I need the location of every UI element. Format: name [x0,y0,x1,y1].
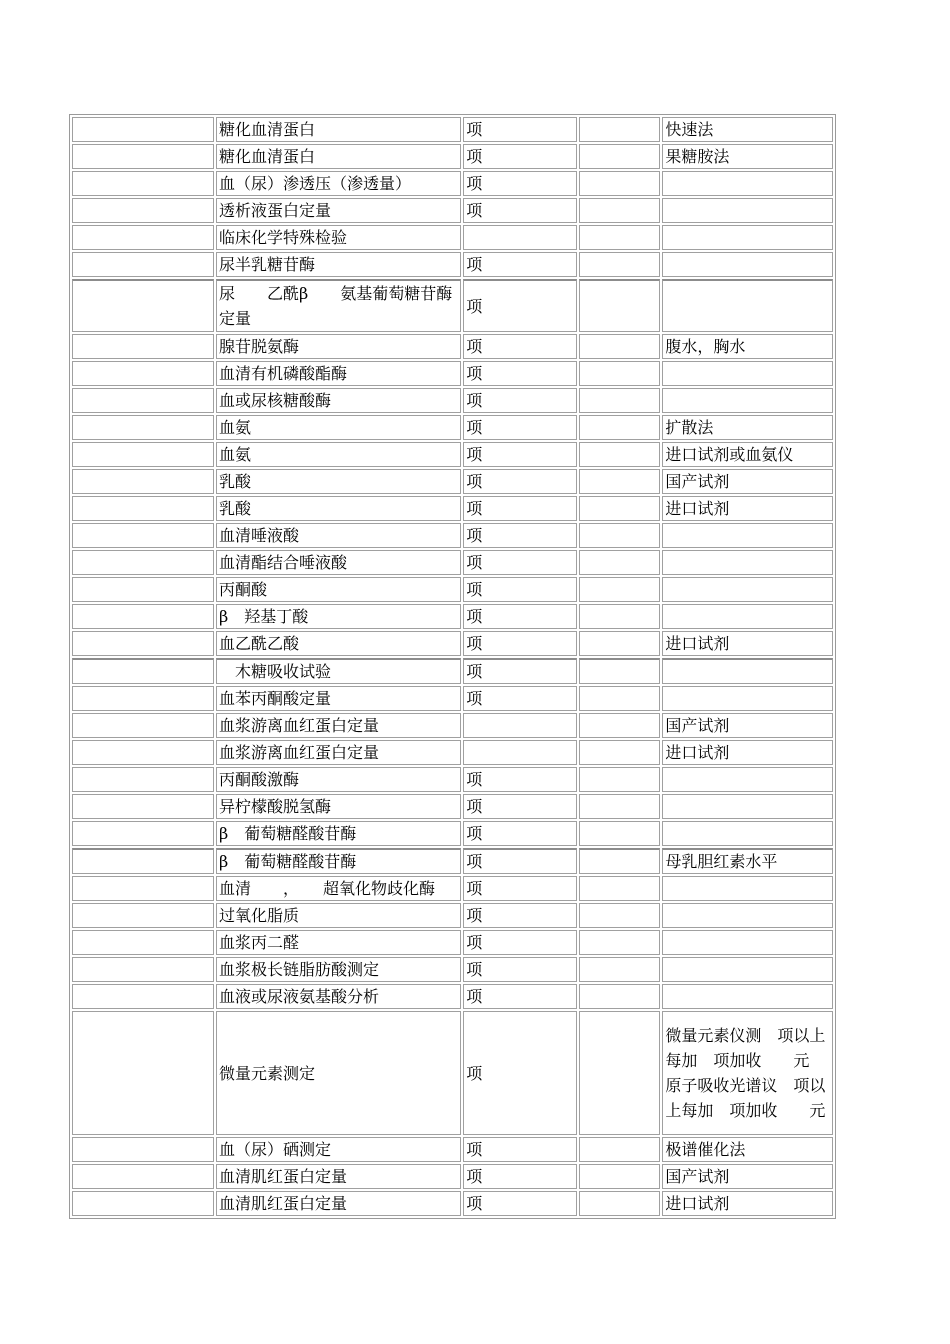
note-cell: 进口试剂或血氨仪 [662,442,833,467]
code-cell [72,1164,214,1189]
note-cell [662,821,833,846]
table-row [72,550,833,575]
unit-cell: 项 [463,171,576,196]
note-cell: 微量元素仪测 项以上每加 项加收 元 原子吸收光谱议 项以上每加 项加收 元 [662,1011,833,1135]
note-cell [662,388,833,413]
item-name-cell: 血清肌红蛋白定量 [216,1164,461,1189]
unit-cell: 项 [463,984,576,1009]
item-name-cell: 乳酸 [216,469,461,494]
code-cell [72,821,214,846]
price-cell [579,631,661,656]
code-cell [72,388,214,413]
table-row [72,876,833,901]
table-row [72,171,833,196]
item-name-cell: 血（尿）渗透压（渗透量） [216,171,461,196]
table-row [72,631,833,656]
code-cell [72,442,214,467]
code-cell [72,1137,214,1162]
unit-cell [463,225,576,250]
price-cell [579,361,661,386]
code-cell [72,604,214,629]
item-name-cell: 糖化血清蛋白 [216,144,461,169]
note-cell: 国产试剂 [662,1164,833,1189]
table-row [72,604,833,629]
code-cell [72,1011,214,1135]
item-name-cell: 异柠檬酸脱氢酶 [216,794,461,819]
item-name-cell: 血浆游离血红蛋白定量 [216,713,461,738]
code-cell [72,225,214,250]
unit-cell: 项 [463,279,576,332]
unit-cell [463,713,576,738]
item-name-cell: β 羟基丁酸 [216,604,461,629]
unit-cell: 项 [463,1191,576,1216]
price-cell [579,1191,661,1216]
unit-cell: 项 [463,1011,576,1135]
price-cell [579,984,661,1009]
unit-cell: 项 [463,848,576,874]
price-cell [579,821,661,846]
item-name-cell: 透析液蛋白定量 [216,198,461,223]
code-cell [72,794,214,819]
note-cell [662,984,833,1009]
unit-cell: 项 [463,686,576,711]
code-cell [72,469,214,494]
price-cell [579,550,661,575]
unit-cell: 项 [463,577,576,602]
price-cell [579,523,661,548]
unit-cell: 项 [463,334,576,359]
note-cell: 进口试剂 [662,740,833,765]
note-cell [662,550,833,575]
unit-cell: 项 [463,550,576,575]
note-cell [662,523,833,548]
unit-cell: 项 [463,388,576,413]
code-cell [72,984,214,1009]
note-cell: 国产试剂 [662,469,833,494]
price-cell [579,577,661,602]
fee-table-body [72,117,833,1216]
note-cell [662,794,833,819]
table-row [72,361,833,386]
note-cell [662,198,833,223]
price-cell [579,658,661,684]
unit-cell: 项 [463,523,576,548]
unit-cell: 项 [463,794,576,819]
price-cell [579,496,661,521]
unit-cell: 项 [463,144,576,169]
code-cell [72,686,214,711]
table-row [72,658,833,684]
price-cell [579,469,661,494]
unit-cell: 项 [463,252,576,277]
price-cell [579,1137,661,1162]
table-row [72,1137,833,1162]
unit-cell: 项 [463,117,576,142]
code-cell [72,903,214,928]
item-name-cell: β 葡萄糖醛酸苷酶 [216,848,461,874]
table-row [72,225,833,250]
price-cell [579,604,661,629]
price-cell [579,388,661,413]
table-row [72,523,833,548]
unit-cell: 项 [463,496,576,521]
table-row [72,279,833,332]
code-cell [72,523,214,548]
code-cell [72,496,214,521]
table-row [72,252,833,277]
table-row [72,496,833,521]
note-cell: 进口试剂 [662,1191,833,1216]
item-name-cell: 血清唾液酸 [216,523,461,548]
note-cell: 果糖胺法 [662,144,833,169]
item-name-cell: 腺苷脱氨酶 [216,334,461,359]
unit-cell: 项 [463,876,576,901]
note-cell [662,903,833,928]
item-name-cell: 血苯丙酮酸定量 [216,686,461,711]
table-row [72,903,833,928]
code-cell [72,577,214,602]
code-cell [72,658,214,684]
price-cell [579,171,661,196]
note-cell [662,767,833,792]
price-cell [579,225,661,250]
unit-cell: 项 [463,658,576,684]
code-cell [72,198,214,223]
item-name-cell: β 葡萄糖醛酸苷酶 [216,821,461,846]
note-cell [662,686,833,711]
note-cell [662,252,833,277]
item-name-cell: 过氧化脂质 [216,903,461,928]
table-row [72,686,833,711]
table-row [72,117,833,142]
price-cell [579,1164,661,1189]
unit-cell: 项 [463,957,576,982]
unit-cell: 项 [463,604,576,629]
item-name-cell: 血氨 [216,415,461,440]
unit-cell: 项 [463,442,576,467]
item-name-cell: 临床化学特殊检验 [216,225,461,250]
code-cell [72,767,214,792]
unit-cell [463,740,576,765]
item-name-cell: 丙酮酸 [216,577,461,602]
price-cell [579,442,661,467]
price-cell [579,903,661,928]
item-name-cell: 血浆游离血红蛋白定量 [216,740,461,765]
note-cell: 母乳胆红素水平 [662,848,833,874]
unit-cell: 项 [463,198,576,223]
unit-cell: 项 [463,767,576,792]
note-cell [662,577,833,602]
price-cell [579,252,661,277]
code-cell [72,740,214,765]
table-row [72,957,833,982]
code-cell [72,279,214,332]
code-cell [72,252,214,277]
unit-cell: 项 [463,1137,576,1162]
item-name-cell: 丙酮酸激酶 [216,767,461,792]
item-name-cell: 血液或尿液氨基酸分析 [216,984,461,1009]
item-name-cell: 尿 乙酰β 氨基葡萄糖苷酶定量 [216,279,461,332]
note-cell [662,171,833,196]
code-cell [72,171,214,196]
note-cell: 快速法 [662,117,833,142]
item-name-cell: 血浆丙二醛 [216,930,461,955]
unit-cell: 项 [463,821,576,846]
note-cell: 腹水，胸水 [662,334,833,359]
unit-cell: 项 [463,415,576,440]
code-cell [72,361,214,386]
note-cell [662,658,833,684]
unit-cell: 项 [463,469,576,494]
item-name-cell: 血（尿）硒测定 [216,1137,461,1162]
code-cell [72,550,214,575]
note-cell: 进口试剂 [662,631,833,656]
note-cell: 国产试剂 [662,713,833,738]
item-name-cell: 微量元素测定 [216,1011,461,1135]
item-name-cell: 血浆极长链脂肪酸测定 [216,957,461,982]
note-cell: 进口试剂 [662,496,833,521]
code-cell [72,1191,214,1216]
item-name-cell: 木糖吸收试验 [216,658,461,684]
table-row [72,577,833,602]
table-row [72,984,833,1009]
code-cell [72,144,214,169]
table-row [72,1191,833,1216]
table-row [72,740,833,765]
fee-table [69,114,836,1219]
note-cell [662,930,833,955]
item-name-cell: 糖化血清蛋白 [216,117,461,142]
code-cell [72,876,214,901]
code-cell [72,848,214,874]
price-cell [579,930,661,955]
item-name-cell: 血清有机磷酸酯酶 [216,361,461,386]
note-cell [662,876,833,901]
price-cell [579,957,661,982]
note-cell [662,279,833,332]
table-row [72,1164,833,1189]
note-cell: 极谱催化法 [662,1137,833,1162]
table-row [72,198,833,223]
unit-cell: 项 [463,361,576,386]
code-cell [72,415,214,440]
note-cell: 扩散法 [662,415,833,440]
unit-cell: 项 [463,930,576,955]
note-cell [662,957,833,982]
table-row [72,848,833,874]
table-row [72,713,833,738]
price-cell [579,1011,661,1135]
price-cell [579,876,661,901]
note-cell [662,361,833,386]
item-name-cell: 血清 ， 超氧化物歧化酶 [216,876,461,901]
unit-cell: 项 [463,631,576,656]
item-name-cell: 血或尿核糖酸酶 [216,388,461,413]
price-cell [579,713,661,738]
table-row [72,442,833,467]
price-cell [579,767,661,792]
code-cell [72,631,214,656]
item-name-cell: 尿半乳糖苷酶 [216,252,461,277]
note-cell [662,604,833,629]
price-cell [579,794,661,819]
code-cell [72,334,214,359]
price-cell [579,117,661,142]
table-row [72,1011,833,1135]
table-row [72,930,833,955]
table-row [72,469,833,494]
unit-cell: 项 [463,1164,576,1189]
code-cell [72,117,214,142]
code-cell [72,957,214,982]
unit-cell: 项 [463,903,576,928]
code-cell [72,713,214,738]
price-cell [579,334,661,359]
code-cell [72,930,214,955]
table-row [72,794,833,819]
note-cell [662,225,833,250]
table-row [72,415,833,440]
item-name-cell: 血乙酰乙酸 [216,631,461,656]
table-row [72,821,833,846]
price-cell [579,740,661,765]
price-cell [579,198,661,223]
price-cell [579,144,661,169]
price-cell [579,686,661,711]
price-cell [579,848,661,874]
price-cell [579,415,661,440]
table-row [72,334,833,359]
item-name-cell: 血氨 [216,442,461,467]
item-name-cell: 血清肌红蛋白定量 [216,1191,461,1216]
item-name-cell: 乳酸 [216,496,461,521]
item-name-cell: 血清酯结合唾液酸 [216,550,461,575]
table-row [72,388,833,413]
table-row [72,144,833,169]
price-cell [579,279,661,332]
table-row [72,767,833,792]
